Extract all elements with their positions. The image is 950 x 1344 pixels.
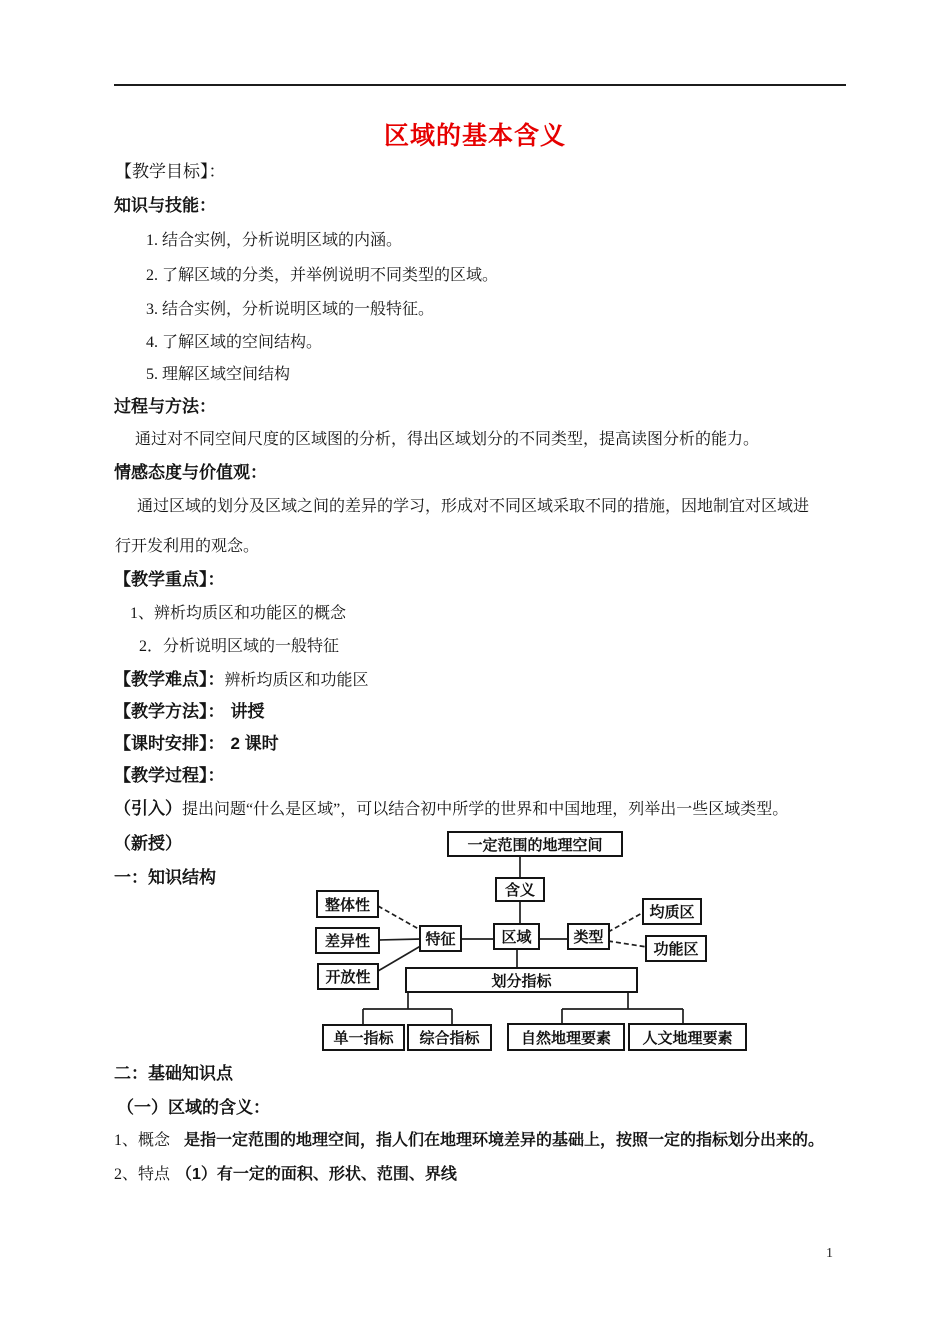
intro-text: 提出问题“什么是区域”，可以结合初中所学的世界和中国地理，列举出一些区域类型。 [182,801,789,818]
schedule-text: 2 课时 [230,734,279,753]
page-title: 区域的基本含义 [383,122,566,150]
emotion-values-line2: 行开发利用的观念。 [115,538,260,555]
node-region: 区域 [493,923,540,950]
feature-line [114,1165,457,1184]
node-difference: 差异性 [315,927,380,954]
node-feature: 特征 [419,925,462,952]
knowledge-structure-diagram [300,828,760,1054]
feature-text: （1）有一定的面积、形状、范围、界线 [176,1166,457,1183]
node-geographic-space: 一定范围的地理空间 [447,831,623,857]
difficulty-line [114,670,369,690]
difficulty-label: 【教学难点】： [114,670,225,689]
page-number: 1 [826,1246,833,1261]
process-method-text: 通过对不同空间尺度的区域图的分析，得出区域划分的不同类型，提高读图分析的能力。 [135,431,760,448]
method-text: 讲授 [230,702,265,721]
node-functional-region: 功能区 [645,935,707,962]
node-division-indicator: 划分指标 [405,967,638,993]
concept-text: 是指一定范围的地理空间，指人们在地理环境差异的基础上，按照一定的指标划分出来的。 [184,1132,825,1149]
difficulty-text: 辨析均质区和功能区 [224,672,369,689]
knowledge-item-2: 2. 了解区域的分类，并举例说明不同类型的区域。 [146,267,499,284]
node-type: 类型 [567,923,610,950]
knowledge-item-3: 3. 结合实例，分析说明区域的一般特征。 [146,301,435,318]
objectives-label: 【教学目标】： [115,162,226,181]
basics-heading: 二：基础知识点 [114,1064,233,1083]
schedule-line [114,734,279,754]
basics-sub-heading: （一）区域的含义： [117,1098,270,1117]
node-integrity: 整体性 [316,890,379,918]
key-point-2: 2．分析说明区域的一般特征 [139,638,340,655]
key-point-1: 1、辨析均质区和功能区的概念 [130,605,347,622]
intro-line [114,799,788,819]
node-homogeneous-region: 均质区 [642,898,702,925]
concept-label: 1、概念 [114,1132,171,1149]
node-natural-elements: 自然地理要素 [507,1023,625,1051]
node-comprehensive-indicator: 综合指标 [407,1024,492,1051]
concept-line [114,1131,824,1150]
header-rule [114,84,846,86]
schedule-label: 【课时安排】： [114,734,225,753]
process-method-heading: 过程与方法： [114,397,216,416]
emotion-values-line1: 通过区域的划分及区域之间的差异的学习，形成对不同区域采取不同的措施，因地制宜对区域进 [137,498,810,515]
method-line [114,702,265,722]
emotion-values-heading: 情感态度与价值观： [114,463,267,482]
feature-label: 2、特点 [114,1166,171,1183]
node-openness: 开放性 [317,963,379,990]
knowledge-skills-heading: 知识与技能： [114,196,216,215]
node-meaning: 含义 [495,877,545,902]
key-points-label: 【教学重点】： [114,570,225,589]
knowledge-item-1: 1. 结合实例，分析说明区域的内涵。 [146,232,403,249]
node-human-elements: 人文地理要素 [628,1023,747,1051]
structure-heading: 一：知识结构 [114,868,216,887]
node-single-indicator: 单一指标 [322,1024,405,1051]
knowledge-item-5: 5. 理解区域空间结构 [146,366,291,383]
new-lesson-label: （新授） [114,834,182,853]
intro-label: （引入） [114,799,182,818]
teaching-process-label: 【教学过程】： [114,766,225,785]
method-label: 【教学方法】： [114,702,225,721]
knowledge-item-4: 4. 了解区域的空间结构。 [146,334,323,351]
